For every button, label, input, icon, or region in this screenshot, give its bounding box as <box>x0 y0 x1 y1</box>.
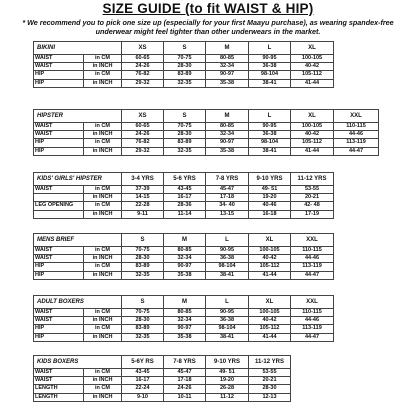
size-value: 28-30 <box>122 317 164 325</box>
size-value: 29-32 <box>122 79 164 87</box>
table-row <box>34 317 334 325</box>
size-value: 29-32 <box>122 147 164 155</box>
measure-name: WAIST <box>34 317 84 325</box>
size-value: 28-30 <box>122 255 164 263</box>
table-label: KIDS BOXERS <box>34 356 122 369</box>
size-value: 32-34 <box>206 63 249 71</box>
size-value: 32-35 <box>122 271 164 279</box>
size-value: 98-104 <box>249 139 291 147</box>
size-value: 36-38 <box>249 131 291 139</box>
size-value: 70-75 <box>122 247 164 255</box>
size-value: 44-46 <box>291 255 334 263</box>
size-value: 110-115 <box>291 309 334 317</box>
measure-name: LEG OPENING <box>34 202 84 210</box>
table-label: HIPSTER <box>34 110 122 123</box>
size-value: 17-19 <box>291 210 334 218</box>
unit-label: in INCH <box>84 79 122 87</box>
size-value: 28-30 <box>164 63 206 71</box>
unit-label: in INCH <box>84 194 122 202</box>
table-row <box>34 377 291 385</box>
size-value: 80-85 <box>164 247 206 255</box>
size-header: M <box>164 234 206 247</box>
measure-name <box>34 194 84 202</box>
size-value: 98-104 <box>206 325 249 333</box>
size-value: 20-21 <box>291 194 334 202</box>
measure-name: WAIST <box>34 377 84 385</box>
size-value: 60-65 <box>122 123 164 131</box>
measure-name: WAIST <box>34 186 84 194</box>
table-row <box>34 194 334 202</box>
size-value: 36-38 <box>206 317 249 325</box>
unit-label: in CM <box>84 186 122 194</box>
size-header: L <box>249 110 291 123</box>
size-value: 80-85 <box>164 309 206 317</box>
size-value: 38-41 <box>206 271 249 279</box>
size-value: 32-35 <box>164 147 206 155</box>
measure-name: HIP <box>34 139 84 147</box>
size-value: 90-95 <box>206 309 249 317</box>
size-value: 105-112 <box>291 71 334 79</box>
measure-name: LENGTH <box>34 385 84 393</box>
size-value: 42- 48 <box>291 202 334 210</box>
size-value: 9-10 <box>122 393 164 401</box>
unit-label: in INCH <box>84 393 122 401</box>
size-value: 80-85 <box>206 55 249 63</box>
size-value: 45-47 <box>206 186 249 194</box>
size-value: 41-44 <box>291 79 334 87</box>
size-header: XXL <box>334 110 379 123</box>
bikini-size-table <box>33 41 334 88</box>
size-value: 110-115 <box>291 247 334 255</box>
hipster-size-table <box>33 109 379 156</box>
size-value: 53-55 <box>291 186 334 194</box>
size-header: 11-12 YRS <box>291 173 334 186</box>
measure-name: WAIST <box>34 247 84 255</box>
size-value: 90-97 <box>164 325 206 333</box>
size-value: 100-105 <box>291 55 334 63</box>
size-value: 40-42 <box>249 255 291 263</box>
size-value: 10-11 <box>164 393 206 401</box>
mens-brief-size-table <box>33 233 334 280</box>
size-value: 16-17 <box>122 377 164 385</box>
size-header: 9-10 YRS <box>249 173 291 186</box>
size-header: 9-10 YRS <box>206 356 249 369</box>
size-value: 100-105 <box>249 309 291 317</box>
measure-name: WAIST <box>34 55 84 63</box>
table-row <box>34 271 334 279</box>
size-value: 36-38 <box>249 63 291 71</box>
size-header: 5-6Y RS <box>122 356 164 369</box>
table-row <box>34 369 291 377</box>
size-value: 22-24 <box>122 385 164 393</box>
size-value: 17-18 <box>206 194 249 202</box>
table-row <box>34 263 334 271</box>
table-row <box>34 71 334 79</box>
size-value: 60-65 <box>122 55 164 63</box>
table-label: KIDS' GIRLS' HIPSTER <box>34 173 122 186</box>
size-header: M <box>206 42 249 55</box>
size-header: S <box>164 110 206 123</box>
table-row <box>34 255 334 263</box>
table-row <box>34 210 334 218</box>
size-value: 32-35 <box>164 79 206 87</box>
size-value: 44-46 <box>334 131 379 139</box>
size-header: XS <box>122 42 164 55</box>
size-value: 35-38 <box>206 147 249 155</box>
size-value: 36-38 <box>206 255 249 263</box>
size-value: 40-46 <box>249 202 291 210</box>
size-value: 110-115 <box>334 123 379 131</box>
table-row <box>34 393 291 401</box>
size-value: 35-38 <box>206 79 249 87</box>
size-header: S <box>122 296 164 309</box>
size-value: 32-34 <box>206 131 249 139</box>
size-header: S <box>164 42 206 55</box>
measure-name: HIP <box>34 71 84 79</box>
size-value: 40-42 <box>249 317 291 325</box>
unit-label: in INCH <box>84 63 122 71</box>
size-value: 83-89 <box>122 263 164 271</box>
measure-name: HIP <box>34 333 84 341</box>
size-header: XXL <box>291 234 334 247</box>
size-value: 44-46 <box>291 317 334 325</box>
size-value: 32-34 <box>164 317 206 325</box>
size-value: 45-47 <box>164 369 206 377</box>
size-value: 76-82 <box>122 71 164 79</box>
unit-label: in CM <box>84 369 122 377</box>
size-header: M <box>206 110 249 123</box>
unit-label: in CM <box>84 309 122 317</box>
size-value: 17-18 <box>164 377 206 385</box>
size-value: 113-119 <box>291 263 334 271</box>
size-value: 22-28 <box>122 202 164 210</box>
size-value: 100-105 <box>291 123 334 131</box>
size-value: 24-26 <box>122 63 164 71</box>
unit-label: in INCH <box>84 210 122 218</box>
table-row <box>34 333 334 341</box>
size-value: 24-26 <box>122 131 164 139</box>
measure-name: WAIST <box>34 123 84 131</box>
measure-name: WAIST <box>34 131 84 139</box>
measure-name: WAIST <box>34 255 84 263</box>
unit-label: in CM <box>84 385 122 393</box>
table-row <box>34 79 334 87</box>
table-row <box>34 139 379 147</box>
table-row <box>34 123 379 131</box>
size-header: 11-12 YRS <box>249 356 291 369</box>
size-header: XL <box>291 42 334 55</box>
unit-label: in CM <box>84 325 122 333</box>
size-value: 37-39 <box>122 186 164 194</box>
size-value: 41-44 <box>249 333 291 341</box>
size-value: 43-45 <box>164 186 206 194</box>
table-row <box>34 309 334 317</box>
size-value: 16-17 <box>164 194 206 202</box>
unit-label: in INCH <box>84 255 122 263</box>
size-header: L <box>249 42 291 55</box>
table-row <box>34 247 334 255</box>
size-header: M <box>164 296 206 309</box>
unit-label: in INCH <box>84 333 122 341</box>
size-value: 83-89 <box>164 71 206 79</box>
size-value: 35-38 <box>164 333 206 341</box>
size-value: 38-41 <box>249 147 291 155</box>
table-row <box>34 325 334 333</box>
size-value: 9-11 <box>122 210 164 218</box>
unit-label: in INCH <box>84 131 122 139</box>
measure-name: WAIST <box>34 309 84 317</box>
size-value: 34- 40 <box>206 202 249 210</box>
size-value: 19-20 <box>206 377 249 385</box>
size-header: XS <box>122 110 164 123</box>
size-value: 44-47 <box>334 147 379 155</box>
size-value: 11-12 <box>206 393 249 401</box>
unit-label: in CM <box>84 71 122 79</box>
size-recommendation-note: * We recommend you to pick one size up (especially for your first Maayu purchase), as wearing spandex-free underwear might feel tighter than other underwears in the market. <box>22 18 394 36</box>
unit-label: in INCH <box>84 147 122 155</box>
measure-name <box>34 210 84 218</box>
size-value: 83-89 <box>122 325 164 333</box>
size-value: 12-13 <box>249 393 291 401</box>
size-value: 113-119 <box>291 325 334 333</box>
size-value: 38-41 <box>249 79 291 87</box>
unit-label: in CM <box>84 202 122 210</box>
table-label: MENS BRIEF <box>34 234 122 247</box>
size-value: 14-15 <box>122 194 164 202</box>
size-value: 13-15 <box>206 210 249 218</box>
size-value: 80-85 <box>206 123 249 131</box>
size-value: 90-95 <box>249 123 291 131</box>
table-row <box>34 131 379 139</box>
kids-boxers-size-table <box>33 355 291 402</box>
table-label: BIKINI <box>34 42 122 55</box>
size-value: 70-75 <box>164 55 206 63</box>
size-header: XXL <box>291 296 334 309</box>
unit-label: in INCH <box>84 271 122 279</box>
size-header: L <box>206 296 249 309</box>
size-value: 105-112 <box>249 325 291 333</box>
size-value: 43-45 <box>122 369 164 377</box>
table-row <box>34 186 334 194</box>
size-value: 38-41 <box>206 333 249 341</box>
measure-name: WAIST <box>34 63 84 71</box>
size-value: 53-55 <box>249 369 291 377</box>
size-value: 24-26 <box>164 385 206 393</box>
size-value: 105-112 <box>291 139 334 147</box>
size-value: 16-18 <box>249 210 291 218</box>
size-value: 40-42 <box>291 63 334 71</box>
size-value: 100-105 <box>249 247 291 255</box>
size-value: 98-104 <box>249 71 291 79</box>
measure-name: HIP <box>34 271 84 279</box>
size-value: 20-21 <box>249 377 291 385</box>
size-value: 105-112 <box>249 263 291 271</box>
size-value: 49- 51 <box>249 186 291 194</box>
size-value: 83-89 <box>164 139 206 147</box>
table-row <box>34 147 379 155</box>
unit-label: in CM <box>84 55 122 63</box>
size-value: 40-42 <box>291 131 334 139</box>
measure-name: HIP <box>34 263 84 271</box>
size-value: 28-30 <box>249 385 291 393</box>
unit-label: in CM <box>84 263 122 271</box>
size-value: 70-75 <box>122 309 164 317</box>
size-header: XL <box>249 296 291 309</box>
size-value: 90-97 <box>206 139 249 147</box>
size-header: 7-8 YRS <box>164 356 206 369</box>
unit-label: in INCH <box>84 377 122 385</box>
size-value: 32-34 <box>164 255 206 263</box>
unit-label: in CM <box>84 247 122 255</box>
size-value: 90-95 <box>249 55 291 63</box>
size-value: 28-30 <box>164 131 206 139</box>
adult-boxers-size-table <box>33 295 334 342</box>
page-title: SIZE GUIDE (to fit WAIST & HIP) <box>102 1 314 16</box>
unit-label: in INCH <box>84 317 122 325</box>
size-header: 3-4 YRS <box>122 173 164 186</box>
measure-name: HIP <box>34 325 84 333</box>
size-value: 70-75 <box>164 123 206 131</box>
table-row <box>34 63 334 71</box>
size-value: 90-97 <box>206 71 249 79</box>
size-value: 90-95 <box>206 247 249 255</box>
size-header: 7-8 YRS <box>206 173 249 186</box>
measure-name: LENGTH <box>34 393 84 401</box>
size-header: XL <box>291 110 334 123</box>
size-value: 11-14 <box>164 210 206 218</box>
kids-girls-hipster-size-table <box>33 172 334 219</box>
size-value: 19-20 <box>249 194 291 202</box>
size-value: 41-44 <box>249 271 291 279</box>
size-header: S <box>122 234 164 247</box>
size-value: 90-97 <box>164 263 206 271</box>
table-row <box>34 202 334 210</box>
measure-name: HIP <box>34 147 84 155</box>
size-value: 49- 51 <box>206 369 249 377</box>
table-label: ADULT BOXERS <box>34 296 122 309</box>
size-value: 113-119 <box>334 139 379 147</box>
unit-label: in CM <box>84 139 122 147</box>
size-header: 5-6 YRS <box>164 173 206 186</box>
unit-label: in CM <box>84 123 122 131</box>
size-value: 76-82 <box>122 139 164 147</box>
measure-name: HIP <box>34 79 84 87</box>
size-value: 44-47 <box>291 271 334 279</box>
size-value: 44-47 <box>291 333 334 341</box>
size-value: 28-36 <box>164 202 206 210</box>
measure-name: WAIST <box>34 369 84 377</box>
table-row <box>34 55 334 63</box>
size-value: 41-44 <box>291 147 334 155</box>
table-row <box>34 385 291 393</box>
size-value: 32-35 <box>122 333 164 341</box>
size-value: 98-104 <box>206 263 249 271</box>
size-header: L <box>206 234 249 247</box>
size-value: 35-38 <box>164 271 206 279</box>
size-header: XL <box>249 234 291 247</box>
size-value: 26-28 <box>206 385 249 393</box>
